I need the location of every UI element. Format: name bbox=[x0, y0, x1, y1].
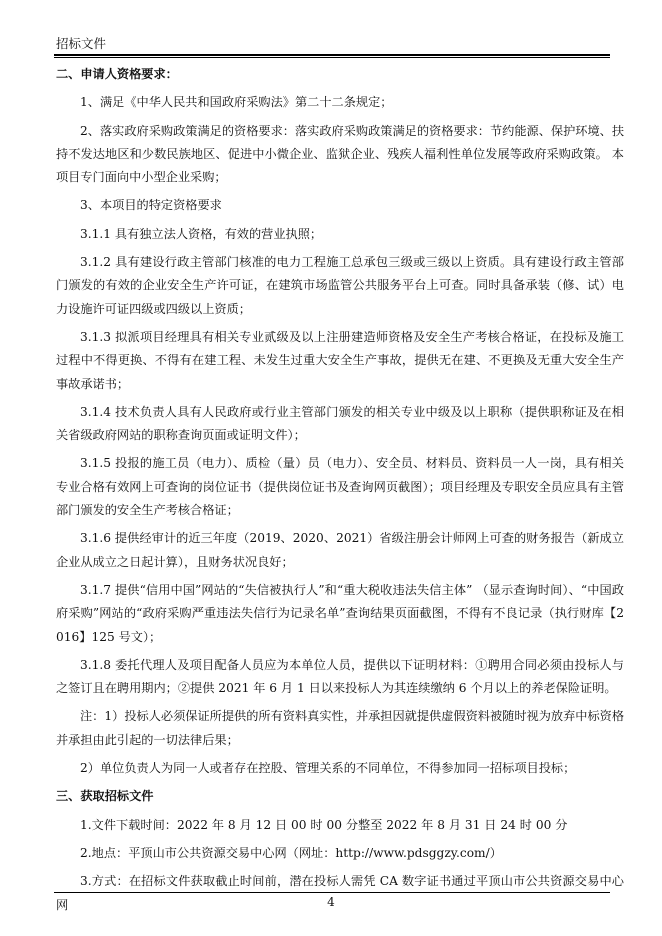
paragraph: 1、满足《中华人民共和国政府采购法》第二十二条规定； bbox=[80, 95, 393, 110]
paragraph: 3、本项目的特定资格要求 bbox=[80, 198, 222, 213]
requirement-3-1-6: 3.1.6 提供经审计的近三年度（2019、2020、2021）省级注册会计师网上可查的财务报告（新成立企业从成立之日起计算），且财务状况良好； bbox=[56, 531, 624, 569]
requirement-3-1-3: 3.1.3 拟派项目经理具有相关专业贰级及以上注册建造师资格及安全生产考核合格证，在投标及施工过程中不得更换、不得有在建工程、未发生过重大安全生产事故，提供无在建、不更换及无重大安全生产事故承诺书； bbox=[56, 329, 624, 391]
footer-divider bbox=[54, 892, 610, 893]
paragraph: 2、落实政府采购政策满足的资格要求：落实政府采购政策满足的资格要求：节约能源、保护环境、扶持不发达地区和少数民族地区、促进中小微企业、监狱企业、残疾人福利性单位发展等政府采购政策。 本项目专门面向中小型企业采购； bbox=[56, 123, 625, 185]
page-header-title: 招标文件 bbox=[56, 36, 107, 51]
note-2: 2）单位负责人为同一人或者存在控股、管理关系的不同单位，不得参加同一招标项目投标； bbox=[80, 761, 576, 776]
paragraph: 3.方式：在招标文件获取截止时间前，潜在投标人需凭 CA 数字证书通过平顶山市公共资源交易中心网 bbox=[56, 874, 624, 912]
section-heading-obtain: 三、获取招标文件 bbox=[56, 789, 154, 804]
requirement-3-1-5: 3.1.5 投报的施工员（电力）、质检（量）员（电力）、安全员、材料员、资料员一人一岗，具有相关专业合格有效网上可查询的岗位证书（提供岗位证书及查询网页截图）；项目经理及专职安全员应具有主管部门颁发的安全生产考核合格证； bbox=[56, 456, 624, 518]
requirement-3-1-8: 3.1.8 委托代理人及项目配备人员应为本单位人员，提供以下证明材料：①聘用合同必须由投标人与之签订且在聘用期内；②提供 2021 年 6 月 1 日以来投标人为其连续缴纳 6 个月以上的养老保险证明。 bbox=[56, 657, 624, 696]
requirement-3-1-7: 3.1.7 提供“信用中国”网站的“失信被执行人”和“重大税收违法失信主体” （显示查询时间）、“中国政府采购”网站的“政府采购严重违法失信行为记录名单”查询结果页面截图，不得有不良记录（执行财库【2016】125 号文）； bbox=[56, 582, 624, 644]
paragraph: 2.地点：平顶山市公共资源交易中心网（网址：http://www.pdsggzy.com/） bbox=[80, 845, 502, 860]
page-number: 4 bbox=[327, 895, 335, 909]
section-heading-qualification: 二、申请人资格要求： bbox=[56, 67, 178, 81]
header-divider-thin bbox=[54, 57, 610, 58]
note-1: 注：1）投标人必须保证所提供的所有资料真实性，并承担因就提供虚假资料被随时视为放弃中标资格并承担由此引起的一切法律后果； bbox=[56, 709, 625, 747]
requirement-3-1-2: 3.1.2 具有建设行政主管部门核准的电力工程施工总承包三级或三级以上资质。具有建设行政主管部门颁发的有效的企业安全生产许可证，在建筑市场监管公共服务平台上可查。同时具备承装（修、试）电力设施许可证四级或四级以上资质； bbox=[56, 255, 624, 316]
requirement-3-1-1: 3.1.1 具有独立法人资格，有效的营业执照； bbox=[80, 226, 323, 241]
requirement-3-1-4: 3.1.4 技术负责人具有人民政府或行业主管部门颁发的相关专业中级及以上职称（提供职称证及在相关省级政府网站的职称查询页面或证明文件）； bbox=[56, 404, 624, 443]
document-body bbox=[56, 63, 624, 917]
paragraph: 1.文件下载时间：2022 年 8 月 12 日 00 时 00 分整至 2022 年 8 月 31 日 24 时 00 分 bbox=[80, 817, 568, 832]
header-divider bbox=[54, 54, 610, 56]
